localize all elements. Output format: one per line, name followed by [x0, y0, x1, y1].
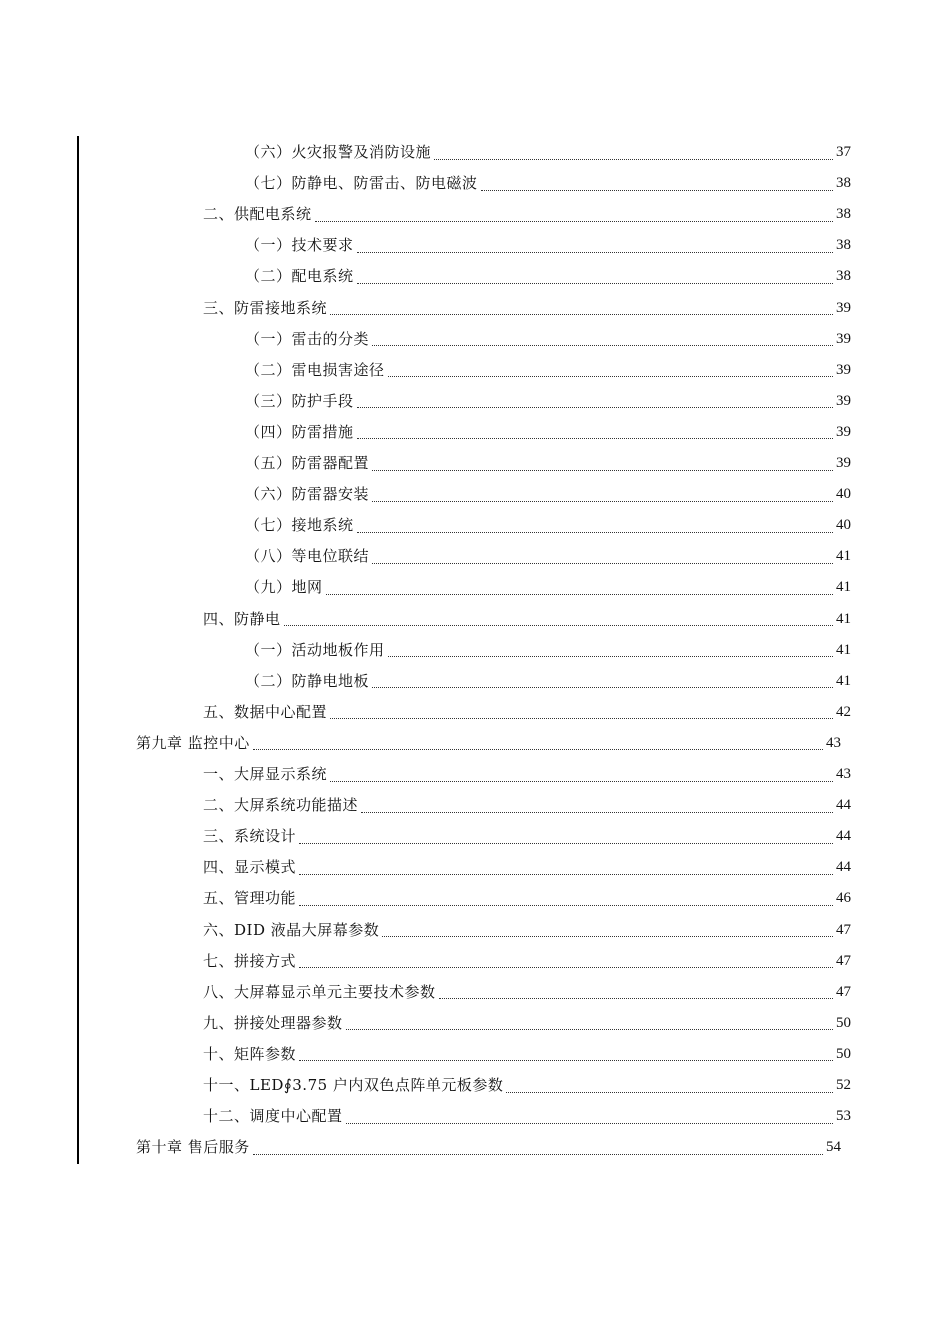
- toc-entry-page-number: 43: [836, 766, 851, 782]
- toc-dot-leader: [326, 593, 833, 595]
- toc-entry-title: 十二、调度中心配置: [203, 1107, 343, 1126]
- toc-entry-page-number: 39: [836, 423, 851, 440]
- toc-entry-page-number: 50: [836, 1045, 851, 1062]
- toc-entry-title: 三、防雷接地系统: [203, 298, 328, 317]
- toc-entry-page-number: 41: [836, 610, 851, 627]
- toc-entry-title: 五、管理功能: [203, 889, 297, 908]
- toc-entry[interactable]: [245, 386, 851, 417]
- toc-entry[interactable]: [245, 541, 851, 572]
- toc-dot-leader: [357, 406, 833, 408]
- toc-dot-leader: [315, 220, 833, 222]
- toc-entry-title: 第十章 售后服务: [136, 1138, 250, 1157]
- toc-entry[interactable]: [203, 883, 851, 914]
- toc-entry-page-number: 39: [836, 455, 851, 471]
- toc-entry-title: 十、矩阵参数: [203, 1044, 297, 1063]
- toc-entry-page-number: 53: [836, 1108, 851, 1125]
- toc-dot-leader: [388, 375, 833, 377]
- toc-entry-page-number: 41: [836, 641, 851, 658]
- toc-entry-title: （七）接地系统: [245, 516, 354, 535]
- toc-entry[interactable]: [203, 697, 851, 728]
- toc-entry[interactable]: [245, 230, 851, 261]
- toc-dot-leader: [357, 437, 833, 439]
- toc-dot-leader: [330, 780, 833, 782]
- toc-entry-page-number: 41: [836, 548, 851, 565]
- toc-entry-page-number: 41: [836, 672, 851, 689]
- toc-entry-title: （二）雷电损害途径: [245, 360, 385, 379]
- toc-dot-leader: [357, 282, 833, 284]
- toc-dot-leader: [299, 842, 833, 844]
- toc-entry-title: （一）活动地板作用: [245, 640, 385, 659]
- toc-entry[interactable]: [245, 417, 851, 448]
- toc-entry-page-number: 43: [826, 734, 841, 751]
- toc-dot-leader: [284, 624, 833, 626]
- toc-dot-leader: [299, 904, 833, 906]
- toc-dot-leader: [434, 158, 833, 160]
- toc-entry[interactable]: [245, 572, 851, 603]
- toc-entry-page-number: 47: [836, 983, 851, 1000]
- toc-entry-title: （二）配电系统: [245, 267, 354, 286]
- toc-dot-leader: [481, 189, 833, 191]
- toc-entry[interactable]: [136, 728, 841, 759]
- toc-entry-page-number: 44: [836, 828, 851, 845]
- toc-entry-title: 十一、LED∮3.75 户内双色点阵单元板参数: [203, 1076, 504, 1094]
- toc-entry[interactable]: [203, 1008, 851, 1039]
- toc-entry[interactable]: [245, 479, 851, 510]
- toc-dot-leader: [372, 686, 833, 688]
- toc-entry-page-number: 46: [836, 890, 851, 907]
- toc-entry-page-number: 40: [836, 486, 851, 503]
- toc-dot-leader: [253, 748, 823, 750]
- toc-dot-leader: [506, 1091, 833, 1093]
- toc-entry-title: 七、拼接方式: [203, 951, 297, 970]
- toc-entry-page-number: 39: [836, 392, 851, 409]
- toc-entry-page-number: 47: [836, 921, 851, 938]
- toc-dot-leader: [357, 531, 833, 533]
- toc-entry-page-number: 38: [836, 268, 851, 285]
- toc-entry-title: 五、数据中心配置: [203, 702, 328, 721]
- toc-entry[interactable]: [203, 759, 851, 790]
- toc-entry-page-number: 39: [836, 299, 851, 316]
- toc-entry[interactable]: [203, 790, 851, 821]
- toc-dot-leader: [372, 562, 833, 564]
- toc-entry-title: （七）防静电、防雷击、防电磁波: [245, 174, 478, 193]
- toc-entry-page-number: 52: [836, 1077, 851, 1093]
- toc-entry-title: （一）技术要求: [245, 236, 354, 255]
- toc-entry-title: （六）火灾报警及消防设施: [245, 143, 432, 161]
- toc-entry-title: 二、大屏系统功能描述: [203, 796, 359, 815]
- margin-rule: [77, 136, 79, 1164]
- toc-entry-page-number: 37: [836, 144, 851, 160]
- toc-entry-page-number: 42: [836, 703, 851, 720]
- toc-entry-title: 三、系统设计: [203, 827, 297, 846]
- toc-dot-leader: [330, 313, 833, 315]
- toc-entry[interactable]: [203, 199, 851, 230]
- toc-entry-title: 二、供配电系统: [203, 205, 312, 224]
- toc-entry-page-number: 44: [836, 859, 851, 876]
- toc-entry[interactable]: [203, 821, 851, 852]
- toc-entry-title: 八、大屏幕显示单元主要技术参数: [203, 982, 436, 1001]
- toc-dot-leader: [372, 344, 833, 346]
- toc-entry-title: （六）防雷器安装: [245, 485, 370, 504]
- toc-dot-leader: [357, 251, 833, 253]
- toc-entry[interactable]: [245, 261, 851, 292]
- toc-entry-title: （九）地网: [245, 578, 323, 597]
- toc-entry[interactable]: [203, 604, 851, 635]
- toc-entry-title: （三）防护手段: [245, 391, 354, 410]
- toc-dot-leader: [361, 811, 833, 813]
- toc-entry-page-number: 40: [836, 517, 851, 534]
- toc-entry-title: 六、DID 液晶大屏幕参数: [203, 920, 380, 939]
- toc-entry[interactable]: [245, 324, 851, 355]
- toc-entry[interactable]: [245, 635, 851, 666]
- toc-dot-leader: [330, 717, 833, 719]
- toc-entry-page-number: 50: [836, 1014, 851, 1031]
- toc-dot-leader: [372, 469, 833, 471]
- toc-entry[interactable]: [203, 977, 851, 1008]
- toc-entry-page-number: 54: [826, 1139, 841, 1156]
- toc-dot-leader: [299, 966, 833, 968]
- toc-entry[interactable]: [245, 137, 851, 168]
- toc-dot-leader: [439, 997, 833, 999]
- toc-entry-title: （二）防静电地板: [245, 671, 370, 690]
- toc-entry[interactable]: [203, 1039, 851, 1070]
- toc-dot-leader: [388, 655, 833, 657]
- toc-entry-page-number: 39: [836, 330, 851, 347]
- toc-entry[interactable]: [245, 666, 851, 697]
- toc-entry-title: 四、显示模式: [203, 858, 297, 877]
- toc-entry-page-number: 41: [836, 579, 851, 596]
- toc-entry-page-number: 47: [836, 952, 851, 969]
- toc-entry[interactable]: [203, 1101, 851, 1132]
- toc-entry-title: （五）防雷器配置: [245, 454, 370, 472]
- toc-dot-leader: [382, 935, 833, 937]
- toc-entry[interactable]: [245, 355, 851, 386]
- toc-dot-leader: [253, 1153, 823, 1155]
- toc-entry-title: 四、防静电: [203, 609, 281, 628]
- toc-entry[interactable]: [245, 448, 851, 479]
- toc-entry[interactable]: [203, 852, 851, 883]
- toc-entry-title: 第九章 监控中心: [136, 733, 250, 752]
- toc-entry[interactable]: [245, 168, 851, 199]
- toc-entry-title: （一）雷击的分类: [245, 329, 370, 348]
- toc-entry[interactable]: [203, 946, 851, 977]
- toc-entry[interactable]: [203, 1070, 851, 1101]
- toc-dot-leader: [299, 1059, 833, 1061]
- toc-dot-leader: [346, 1122, 833, 1124]
- toc-entry-page-number: 38: [836, 206, 851, 223]
- toc-entry-title: 一、大屏显示系统: [203, 765, 328, 783]
- toc-dot-leader: [346, 1028, 833, 1030]
- toc-dot-leader: [372, 500, 833, 502]
- toc-entry-page-number: 38: [836, 237, 851, 254]
- toc-entry-title: 九、拼接处理器参数: [203, 1013, 343, 1032]
- toc-entry[interactable]: [203, 293, 851, 324]
- toc-entry[interactable]: [245, 510, 851, 541]
- toc-entry[interactable]: [136, 1132, 841, 1163]
- toc-entry-page-number: 39: [836, 361, 851, 378]
- toc-dot-leader: [299, 873, 833, 875]
- toc-entry-title: （四）防雷措施: [245, 422, 354, 441]
- toc-entry-page-number: 38: [836, 175, 851, 192]
- toc-entry[interactable]: [203, 915, 851, 946]
- toc-entry-page-number: 44: [836, 797, 851, 814]
- toc-entry-title: （八）等电位联结: [245, 547, 370, 566]
